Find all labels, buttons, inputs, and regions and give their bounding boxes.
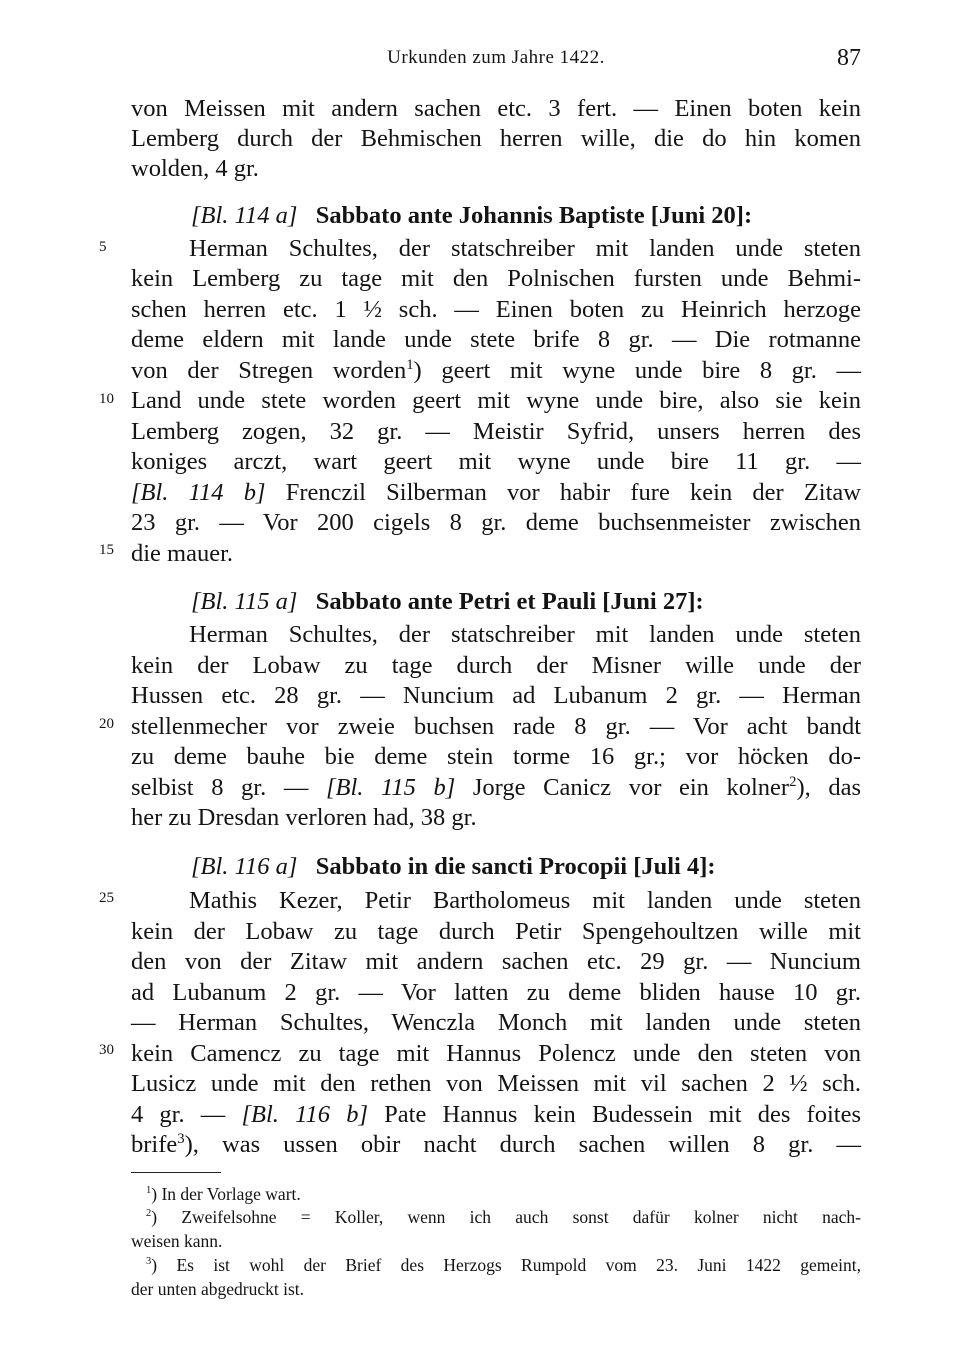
section-heading	[191, 852, 861, 882]
section-title: Sabbato in die sancti Procopii [Juli 4]:	[315, 853, 716, 880]
text-line: kein Lemberg zu tage mit den Polnischen fursten unde Behmi-	[131, 265, 861, 292]
folio-reference: [Bl. 114 a]	[191, 202, 298, 229]
section-title: Sabbato ante Johannis Baptiste [Juni 20]:	[315, 202, 753, 229]
footnote: $^1$) In der Vorlage wart.	[146, 1184, 301, 1204]
text-line: her zu Dresdan verloren had, 38 gr.	[131, 804, 477, 831]
footnote-marker: 2	[789, 773, 797, 790]
text-line: 4 gr. — [Bl. 116 b] Pate Hannus kein Budessein mit des foites	[131, 1101, 861, 1128]
text-line: — Herman Schultes, Wenczla Monch mit landen unde steten	[131, 1009, 861, 1036]
text-line: [Bl. 114 b] Frenczil Silberman vor habir fure kein der Zitaw	[131, 479, 861, 506]
folio-reference: [Bl. 116 a]	[191, 853, 298, 880]
text-line: von der Stregen worden$^1$) geert mit wyne unde bire 8 gr. —	[131, 356, 861, 384]
section-heading	[191, 201, 861, 231]
text-line: selbist 8 gr. — [Bl. 115 b] Jorge Canicz vor ein kolner$^2$), das	[131, 773, 861, 801]
text-line: Herman Schultes, der statschreiber mit landen unde steten	[189, 621, 861, 648]
line-number: 15	[99, 542, 114, 558]
text-line: 23 gr. — Vor 200 cigels 8 gr. deme buchsenmeister zwischen	[131, 509, 861, 536]
text-line: Lusicz unde mit den rethen von Meissen mit vil sachen 2 ½ sch.	[131, 1070, 861, 1097]
text-line: koniges arczt, wart geert mit wyne unde bire 11 gr. —	[131, 448, 861, 475]
text-line: kein der Lobaw zu tage durch Petir Spengehoultzen wille mit	[131, 918, 861, 945]
running-head: Urkunden zum Jahre 1422.	[387, 47, 605, 68]
text-line: Lemberg durch der Behmischen herren wille, die do hin komen	[131, 125, 861, 152]
text-line: den von der Zitaw mit andern sachen etc. 29 gr. — Nuncium	[131, 948, 861, 975]
line-number: 30	[99, 1042, 114, 1058]
footnote: $^3$) Es ist wohl der Brief des Herzogs Rumpold vom 23. Juni 1422 gemeint,	[146, 1255, 861, 1275]
folio-reference: [Bl. 114 b]	[131, 479, 266, 506]
line-number: 5	[99, 239, 107, 255]
section-title: Sabbato ante Petri et Pauli [Juni 27]:	[315, 588, 704, 615]
footnote-continuation: weisen kann.	[131, 1231, 223, 1251]
text-line: Land unde stete worden geert mit wyne unde bire, also sie kein	[131, 387, 861, 414]
text-line: Mathis Kezer, Petir Bartholomeus mit landen unde steten	[189, 887, 861, 914]
footnote-continuation: der unten abgedruckt ist.	[131, 1279, 305, 1299]
folio-reference: [Bl. 115 a]	[191, 588, 298, 615]
text-line: stellenmecher vor zweie buchsen rade 8 gr. — Vor acht bandt	[131, 713, 861, 740]
line-number: 20	[99, 716, 114, 732]
page-header	[131, 45, 861, 75]
text-line: deme eldern mit lande unde stete brife 8 gr. — Die rotmanne	[131, 326, 861, 353]
line-number: 25	[99, 890, 114, 906]
text-line: schen herren etc. 1 ½ sch. — Einen boten zu Heinrich herzoge	[131, 296, 861, 323]
text-line: ad Lubanum 2 gr. — Vor latten zu deme bliden hause 10 gr.	[131, 979, 861, 1006]
text-line: zu deme bauhe bie deme stein torme 16 gr.; vor höcken do-	[131, 743, 861, 770]
footnote: $^2$) Zweifelsohne = Koller, wenn ich auch sonst dafür kolner nicht nach-	[146, 1207, 861, 1227]
page-number: 87	[837, 45, 861, 71]
line-number: 10	[99, 391, 114, 407]
text-line: die mauer.	[131, 540, 234, 567]
text-line: kein Camencz zu tage mit Hannus Polencz unde den steten von	[131, 1040, 861, 1067]
text-line: Hussen etc. 28 gr. — Nuncium ad Lubanum 2 gr. — Herman	[131, 682, 861, 709]
footnote-marker: 3	[177, 1130, 185, 1147]
text-line: brife$^3$), was ussen obir nacht durch sachen willen 8 gr. —	[131, 1130, 861, 1158]
text-line: kein der Lobaw zu tage durch der Misner wille unde der	[131, 652, 861, 679]
text-line: von Meissen mit andern sachen etc. 3 fert. — Einen boten kein	[131, 95, 861, 122]
footnote-marker: 1	[406, 356, 414, 373]
text-line: Lemberg zogen, 32 gr. — Meistir Syfrid, unsers herren des	[131, 418, 861, 445]
text-line: Herman Schultes, der statschreiber mit landen unde steten	[189, 235, 861, 262]
folio-reference: [Bl. 115 b]	[325, 774, 456, 801]
folio-reference: [Bl. 116 b]	[241, 1101, 368, 1128]
footnote-divider	[131, 1172, 221, 1173]
section-heading	[191, 587, 861, 617]
text-line: wolden, 4 gr.	[131, 155, 259, 182]
